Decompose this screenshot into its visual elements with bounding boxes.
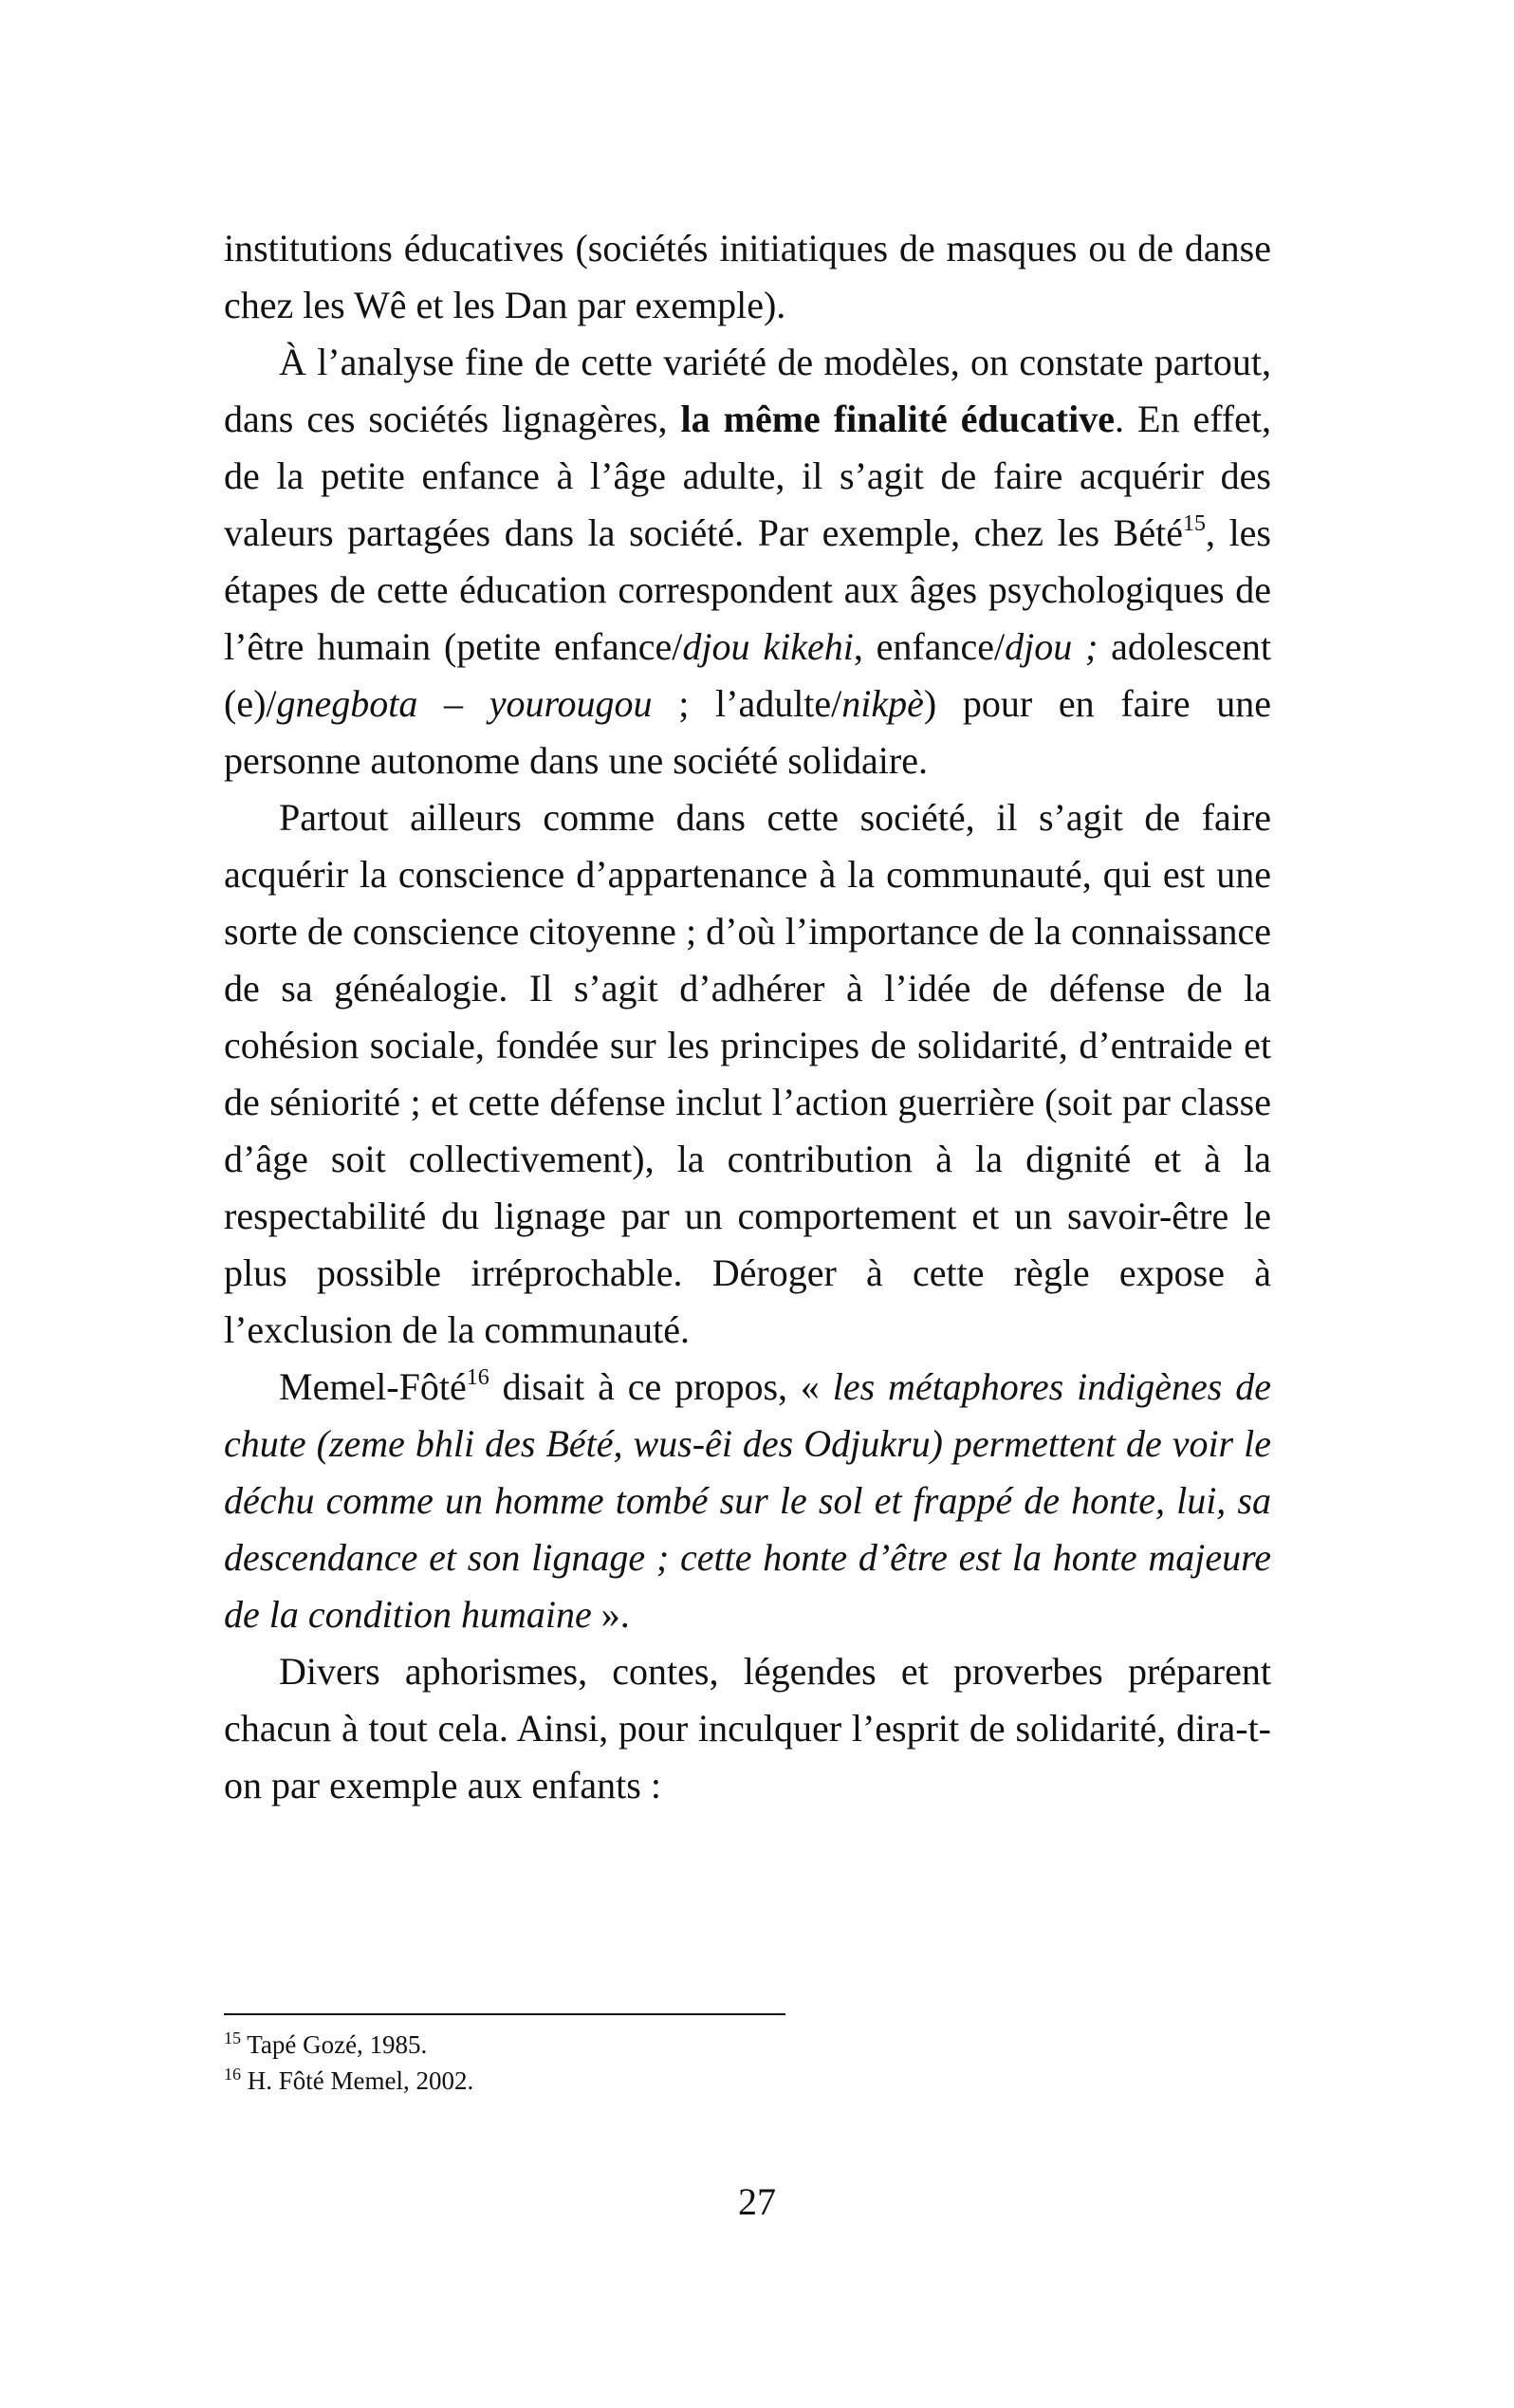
italic-text: djou ; <box>1005 625 1099 668</box>
footnote-text: Tapé Gozé, 1985. <box>247 2030 428 2059</box>
text-run: , enfance/ <box>853 625 1006 668</box>
footnote <box>224 2027 1271 2063</box>
text-run: disait à ce propos, « <box>489 1365 833 1408</box>
footnote-number: 16 <box>224 2065 241 2084</box>
bold-text: la même finalité éducative <box>680 398 1115 440</box>
footnote-text: H. Fôté Memel, 2002. <box>247 2066 474 2095</box>
text-run: institutions éducatives (sociétés initiatiques de masques ou de danse chez les Wê et les Dan par exemple). <box>224 227 1271 326</box>
text-run: . En effet, de la petite enfance à l’âge adulte, il s’agit de faire acquérir des valeurs partagées dans la société. Par exemple, chez les Bété <box>224 398 1271 554</box>
text-run: adolescent (e)/ <box>224 625 1271 725</box>
footnotes <box>224 2027 1271 2099</box>
text-run: À l’analyse fine de cette variété de modèles, on constate partout, dans ces sociétés lignagères, <box>224 341 1271 440</box>
italic-text: nikpè <box>841 682 924 725</box>
paragraph <box>224 220 1271 334</box>
footnote-number: 15 <box>224 2028 241 2047</box>
text-run: ; l’adulte/ <box>652 682 842 725</box>
text-run: ) pour en faire une personne autonome dans une société solidaire. <box>224 682 1271 782</box>
text-run: ». <box>591 1593 630 1636</box>
paragraph <box>224 789 1271 1359</box>
footnote-reference: 16 <box>466 1365 489 1390</box>
text-run: Partout ailleurs comme dans cette société, il s’agit de faire acquérir la conscience d’appartenance à la communauté, qui est une sorte de conscience citoyenne ; d’où l’importance de la connaissance de sa généalogie. Il s’agit d’adhérer à l’idée de défense de la cohésion sociale, fondée sur les principes de solidarité, d’entraide et de séniorité ; et cette défense inclut l’action guerrière (soit par classe d’âge soit collectivement), la contribution à la dignité et à la respectabilité du lignage par un comportement et un savoir-être le plus possible irréprochable. Déroger à cette règle expose à l’exclusion de la communauté. <box>224 796 1271 1351</box>
paragraph <box>224 334 1271 789</box>
footnote-separator <box>224 2013 785 2015</box>
italic-text: gnegbota – yourougou <box>276 682 653 725</box>
paragraph <box>224 1359 1271 1643</box>
italic-text: djou kikehi <box>682 625 854 668</box>
text-run: Memel-Fôté <box>279 1365 467 1408</box>
paragraph <box>224 1643 1271 1814</box>
page-number: 27 <box>738 2180 776 2223</box>
footnote-reference: 15 <box>1182 511 1206 536</box>
footnote <box>224 2063 1271 2099</box>
text-run: Divers aphorismes, contes, légendes et proverbes préparent chacun à tout cela. Ainsi, pour inculquer l’esprit de solidarité, dira-t-on par exemple aux enfants : <box>224 1650 1271 1806</box>
italic-text: les métaphores indigènes de chute (zeme bhli des Bété, wus-êi des Odjukru) permettent de voir le déchu comme un homme tombé sur le sol et frappé de honte, lui, sa descendance et son lignage ; cette honte d’être est la honte majeure de la condition humaine <box>224 1365 1271 1636</box>
text-run: , les étapes de cette éducation correspondent aux âges psychologiques de l’être humain (petite enfance/ <box>224 511 1272 668</box>
body-text <box>224 220 1271 1814</box>
